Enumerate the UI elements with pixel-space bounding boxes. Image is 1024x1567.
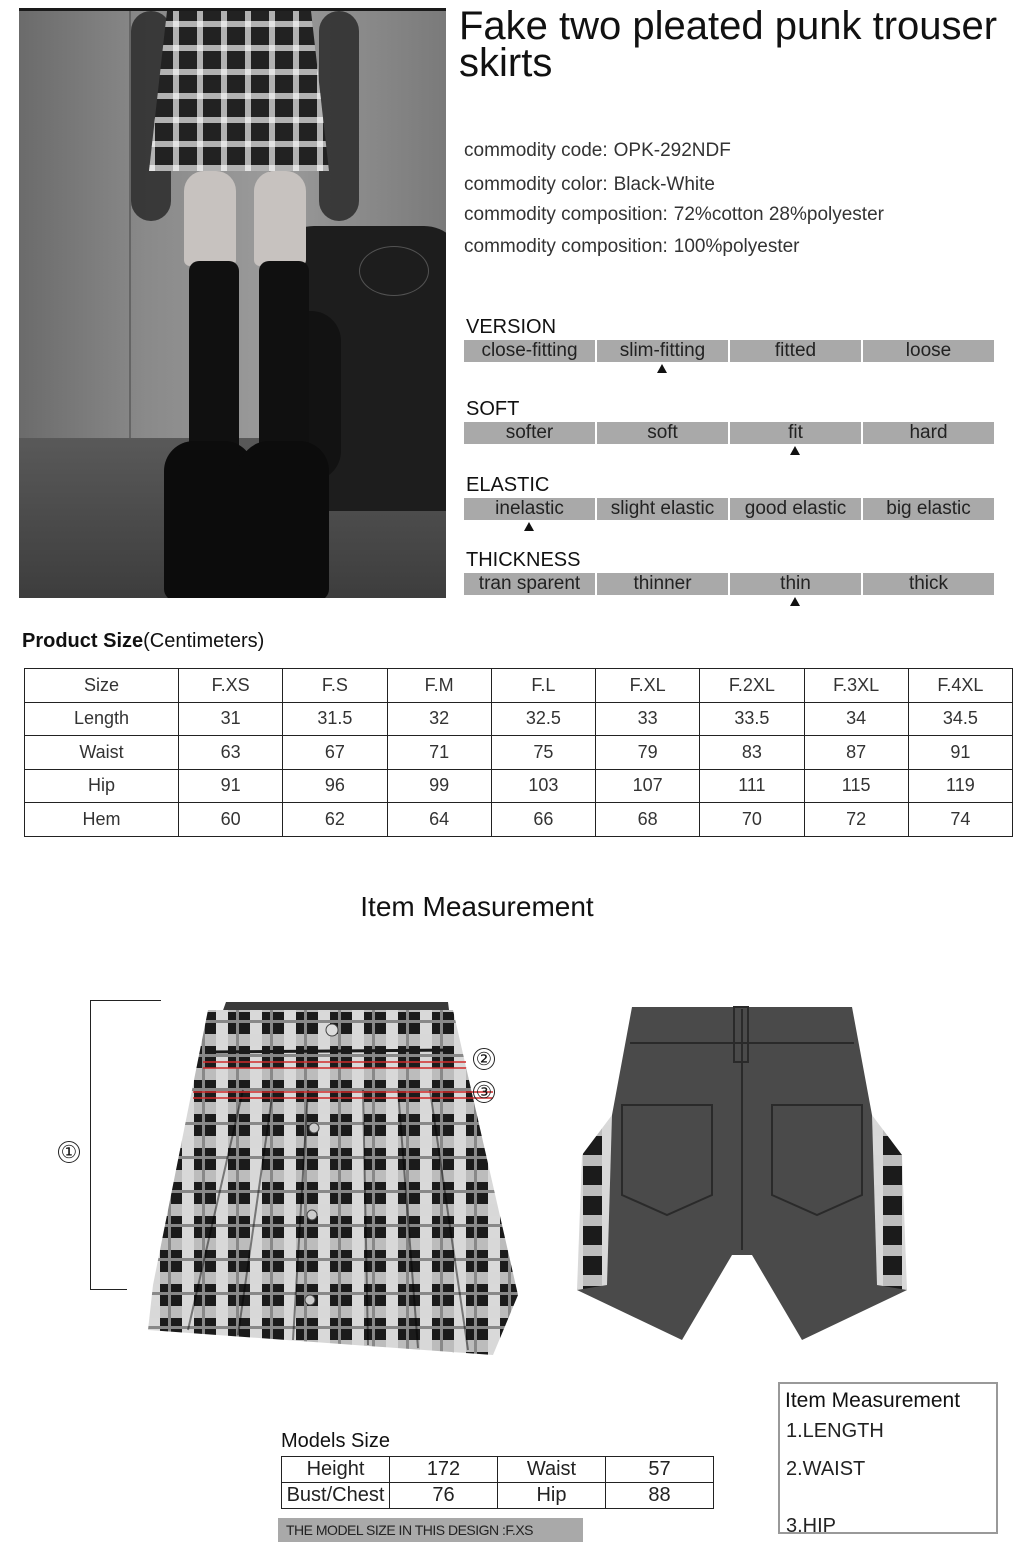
table-cell: Waist — [25, 736, 179, 770]
table-header-cell: F.XS — [179, 669, 283, 703]
table-cell: 66 — [491, 803, 595, 837]
table-cell: 71 — [387, 736, 491, 770]
scale-option: close-fitting — [464, 340, 595, 362]
scale-marker-icon — [657, 364, 667, 373]
scale-option: inelastic — [464, 498, 595, 520]
info-label: commodity composition: — [464, 236, 668, 257]
size-heading-title: Product Size — [22, 630, 144, 652]
model-arm — [319, 11, 359, 221]
info-value: OPK-292NDF — [613, 140, 731, 161]
scale-option: fit — [730, 422, 861, 444]
table-cell: 91 — [908, 736, 1012, 770]
legend-item: 3.HIP — [786, 1515, 837, 1534]
table-cell: 76 — [390, 1483, 498, 1509]
table-cell: Length — [25, 702, 179, 736]
legend-title: Item Measurement — [785, 1389, 961, 1412]
scale-marker-icon — [790, 597, 800, 606]
knee-sock — [259, 261, 309, 461]
table-cell: 32.5 — [491, 702, 595, 736]
scale-option: thin — [730, 573, 861, 595]
table-cell: 63 — [179, 736, 283, 770]
scale-label-thickness: THICKNESS — [466, 549, 581, 571]
table-cell: Waist — [498, 1457, 606, 1483]
chair-print — [359, 246, 429, 296]
back-shorts-illustration — [572, 1005, 912, 1350]
hip-marker: ③ — [473, 1081, 495, 1103]
table-cell: Height — [282, 1457, 390, 1483]
table-header-cell: F.M — [387, 669, 491, 703]
product-photo — [19, 8, 446, 598]
scale-option: slight elastic — [597, 498, 728, 520]
table-cell: 75 — [491, 736, 595, 770]
table-cell: 87 — [804, 736, 908, 770]
table-cell: 57 — [606, 1457, 714, 1483]
table-cell: 111 — [700, 769, 804, 803]
scale-option: softer — [464, 422, 595, 444]
measurement-title: Item Measurement — [360, 891, 594, 922]
table-cell: 34 — [804, 702, 908, 736]
table-cell: 115 — [804, 769, 908, 803]
scale-label-soft: SOFT — [466, 398, 520, 420]
size-table-heading — [22, 630, 264, 653]
scale-marker-icon — [790, 446, 800, 455]
info-label: commodity code: — [464, 140, 608, 161]
models-size-table — [281, 1456, 714, 1509]
table-header-cell: F.3XL — [804, 669, 908, 703]
table-cell: 83 — [700, 736, 804, 770]
table-cell: 31.5 — [283, 702, 387, 736]
model-leg — [184, 171, 236, 266]
scale-version — [464, 340, 995, 362]
size-table — [24, 668, 1013, 837]
knee-sock — [189, 261, 239, 461]
table-cell: 72 — [804, 803, 908, 837]
models-size-title: Models Size — [281, 1430, 390, 1452]
table-cell: 119 — [908, 769, 1012, 803]
table-header-cell: F.2XL — [700, 669, 804, 703]
info-value: Black-White — [613, 174, 715, 195]
scale-marker-icon — [524, 522, 534, 531]
scale-label-version: VERSION — [466, 316, 557, 338]
table-cell: 88 — [606, 1483, 714, 1509]
table-row — [282, 1483, 714, 1509]
table-cell: 64 — [387, 803, 491, 837]
table-cell: 96 — [283, 769, 387, 803]
info-composition — [464, 236, 800, 258]
table-cell: 172 — [390, 1457, 498, 1483]
scale-option: fitted — [730, 340, 861, 362]
legend-item: 1.LENGTH — [786, 1420, 884, 1442]
bracket-bottom — [91, 1289, 127, 1290]
platform-boot — [239, 441, 329, 598]
table-cell: 103 — [491, 769, 595, 803]
table-cell: Hip — [25, 769, 179, 803]
table-row — [282, 1457, 714, 1483]
table-cell: 67 — [283, 736, 387, 770]
scale-option: hard — [863, 422, 994, 444]
product-title: Fake two pleated punk trouser skirts — [459, 4, 998, 85]
legend-item: 2.WAIST — [786, 1458, 866, 1480]
table-cell: 107 — [596, 769, 700, 803]
table-row — [25, 803, 1013, 837]
scale-label-elastic: ELASTIC — [466, 474, 550, 496]
scale-option: thick — [863, 573, 994, 595]
table-cell: Bust/Chest — [282, 1483, 390, 1509]
plaid-skirt — [149, 11, 329, 171]
model-size-note: THE MODEL SIZE IN THIS DESIGN :F.XS — [278, 1518, 583, 1542]
length-marker: ① — [58, 1141, 80, 1163]
scale-option: tran sparent — [464, 573, 595, 595]
table-cell: 60 — [179, 803, 283, 837]
table-header-cell: F.S — [283, 669, 387, 703]
table-header-row — [25, 669, 1013, 703]
info-label: commodity composition: — [464, 204, 668, 225]
front-skirt-illustration — [148, 1000, 518, 1360]
info-label: commodity color: — [464, 174, 608, 195]
size-heading-unit: (Centimeters) — [143, 630, 265, 652]
table-header-cell: Size — [25, 669, 179, 703]
table-header-cell: F.4XL — [908, 669, 1012, 703]
info-color — [464, 174, 715, 196]
table-row — [25, 769, 1013, 803]
scale-thickness — [464, 573, 995, 595]
table-cell: 33.5 — [700, 702, 804, 736]
info-code — [464, 140, 731, 162]
table-cell: 68 — [596, 803, 700, 837]
info-composition — [464, 204, 884, 226]
scale-option: thinner — [597, 573, 728, 595]
scale-option: good elastic — [730, 498, 861, 520]
scale-soft — [464, 422, 995, 444]
table-row — [25, 736, 1013, 770]
table-cell: Hip — [498, 1483, 606, 1509]
table-cell: 62 — [283, 803, 387, 837]
model-leg — [254, 171, 306, 266]
table-cell: Hem — [25, 803, 179, 837]
table-cell: 31 — [179, 702, 283, 736]
info-value: 100%polyester — [673, 236, 800, 257]
info-value: 72%cotton 28%polyester — [673, 204, 884, 225]
table-row — [25, 702, 1013, 736]
scale-option: slim-fitting — [597, 340, 728, 362]
waist-marker: ② — [473, 1048, 495, 1070]
scale-option: big elastic — [863, 498, 994, 520]
table-cell: 79 — [596, 736, 700, 770]
scale-option: soft — [597, 422, 728, 444]
table-header-cell: F.L — [491, 669, 595, 703]
scale-option: loose — [863, 340, 994, 362]
table-cell: 33 — [596, 702, 700, 736]
table-cell: 91 — [179, 769, 283, 803]
table-cell: 74 — [908, 803, 1012, 837]
table-cell: 34.5 — [908, 702, 1012, 736]
measurement-legend — [778, 1382, 998, 1534]
table-cell: 70 — [700, 803, 804, 837]
table-cell: 32 — [387, 702, 491, 736]
table-cell: 99 — [387, 769, 491, 803]
table-header-cell: F.XL — [596, 669, 700, 703]
scale-elastic — [464, 498, 995, 520]
